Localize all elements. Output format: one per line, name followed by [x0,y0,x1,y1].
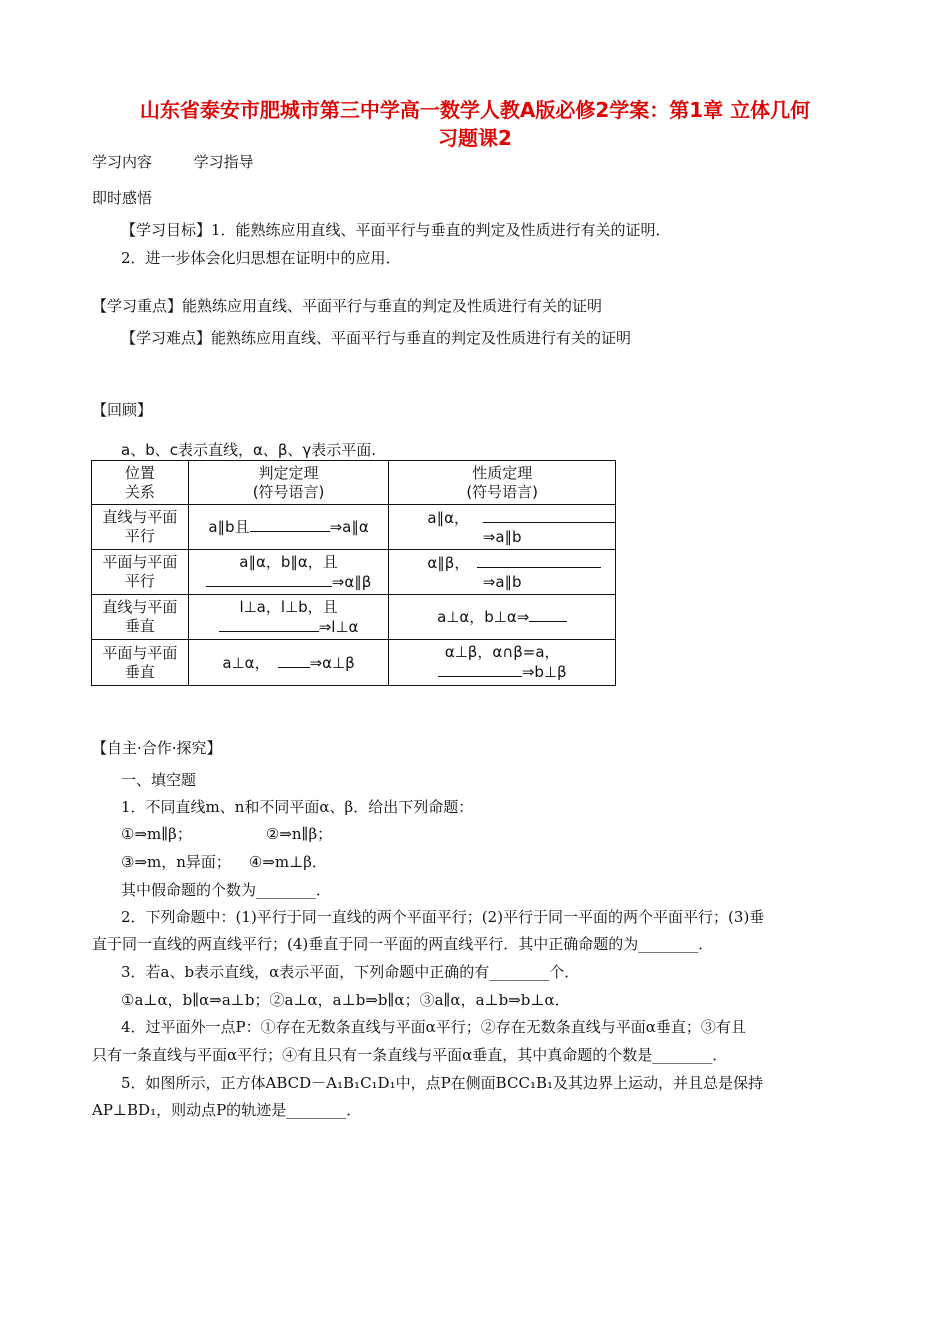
property-cell: a⊥α，b⊥α⇒ [389,595,616,640]
section-fill-in: 一、填空题 [121,771,197,789]
header-study-guide: 学习指导 [193,153,254,171]
title-line-1: 山东省泰安市肥城市第三中学高一数学人教A版必修2学案：第1章 立体几何 [139,98,811,122]
review-heading: 【回顾】 [92,401,153,419]
table-row [92,640,616,686]
relation-cell: 平面与平面 平行 [92,550,189,595]
relation-cell: 平面与平面 垂直 [92,640,189,686]
q2-line-1: 2．下列命题中：(1)平行于同一直线的两个平面平行；(2)平行于同一平面的两个平面平行；(3)垂 [121,908,765,926]
study-focus: 【学习重点】能熟练应用直线、平面平行与垂直的判定及性质进行有关的证明 [92,297,603,315]
q3-line-1: 3．若a、b表示直线，α表示平面，下列命题中正确的有________个． [121,963,580,981]
table-header-row [92,461,616,505]
property-cell: α⊥β，α∩β=a， ⇒b⊥β [389,640,616,686]
header-row [92,152,254,172]
answer-blank [529,607,567,622]
judgement-cell: a∥α，b∥α，且 ⇒α∥β [188,550,389,595]
relation-cell: 直线与平面 平行 [92,505,189,550]
header-cell-property: 性质定理 (符号语言) [389,461,616,505]
header-insight: 即时感悟 [92,189,153,207]
table-row [92,550,616,595]
answer-blank [477,553,601,568]
q4-line-2: 只有一条直线与平面α平行；④有且只有一条直线与平面α垂直，其中真命题的个数是________． [92,1046,728,1064]
judgement-cell: l⊥a，l⊥b，且 ⇒l⊥α [188,595,389,640]
relation-cell: 直线与平面 垂直 [92,595,189,640]
judgement-cell: a∥b且 ⇒a∥α [188,505,389,550]
q5-line-2: AP⊥BD₁，则动点P的轨迹是________． [92,1101,362,1119]
judgement-cell: a⊥α， ⇒α⊥β [188,640,389,686]
q4-line-1: 4．过平面外一点P：①存在无数条直线与平面α平行；②存在无数条直线与平面α垂直；③有且 [121,1018,746,1036]
explore-heading: 【自主·合作·探究】 [92,739,222,757]
answer-blank [206,572,332,587]
study-goals: 【学习目标】1．能熟练应用直线、平面平行与垂直的判定及性质进行有关的证明． [121,221,671,239]
table-row [92,505,616,550]
answer-blank [278,653,310,668]
answer-blank [438,662,522,677]
review-intro: a、b、c表示直线，α、β、γ表示平面. [121,441,377,459]
q1-options-row-2: ③⇒m，n异面； ④⇒m⊥β． [121,853,327,871]
answer-blank [483,508,615,523]
q3-line-2: ①a⊥α，b∥α⇒a⊥b；②a⊥α，a⊥b⇒b∥α；③a∥α，a⊥b⇒b⊥α． [121,991,570,1009]
header-study-content: 学习内容 [92,153,153,171]
study-goal-2: 2．进一步体会化归思想在证明中的应用． [121,249,401,267]
header-cell-position: 位置 关系 [92,461,189,505]
q2-line-2: 直于同一直线的两直线平行；(4)垂直于同一平面的两直线平行．其中正确命题的为________． [92,935,714,953]
property-cell: α∥β， ⇒a∥b [389,550,616,595]
document-title [60,96,890,152]
q5-line-1: 5．如图所示，正方体ABCD－A₁B₁C₁D₁中，点P在侧面BCC₁B₁及其边界上运动，并且总是保持 [121,1074,763,1092]
study-difficulty: 【学习难点】能熟练应用直线、平面平行与垂直的判定及性质进行有关的证明 [121,329,632,347]
table-row [92,595,616,640]
q1-stem: 1．不同直线m、n和不同平面α、β．给出下列命题： [121,798,474,816]
answer-blank [250,517,330,532]
q1-ask: 其中假命题的个数为________． [121,881,332,899]
answer-blank [219,617,319,632]
header-cell-judgement: 判定定理 (符号语言) [188,461,389,505]
property-cell: a∥α， ⇒a∥b [389,505,616,550]
review-theorem-table [91,460,616,686]
q1-options-row-1: ①⇒m∥β； ②⇒n∥β； [121,825,333,843]
title-line-2: 习题课2 [438,126,512,150]
